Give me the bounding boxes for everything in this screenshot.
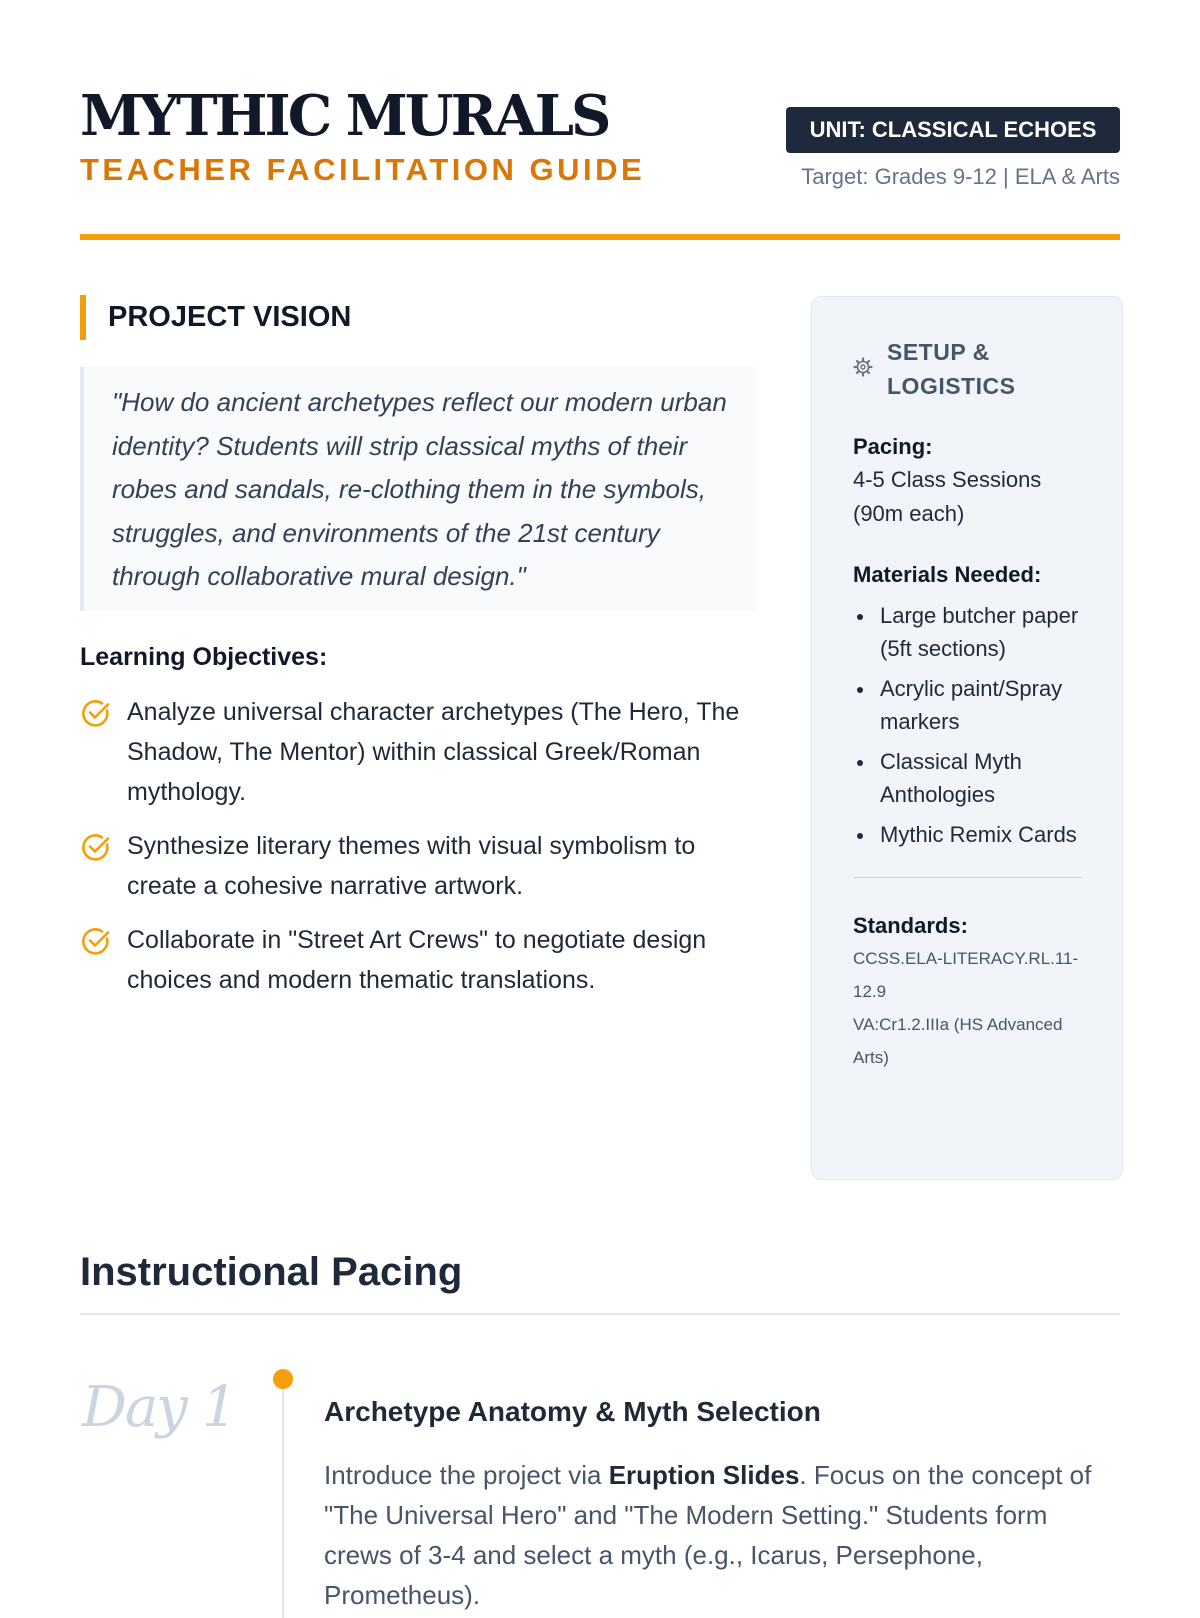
target-audience: Target: Grades 9-12 | ELA & Arts xyxy=(801,164,1120,189)
card-divider xyxy=(853,877,1082,878)
gear-icon xyxy=(853,357,873,377)
timeline-dot xyxy=(273,1369,293,1389)
pacing-label: Pacing: xyxy=(853,434,933,459)
page-title: MYTHIC MURALS xyxy=(80,83,609,149)
instructional-pacing-heading: Instructional Pacing xyxy=(80,1250,463,1294)
learning-objective xyxy=(80,692,760,812)
unit-badge: UNIT: CLASSICAL ECHOES xyxy=(786,107,1120,153)
material-item: Large butcher paper (5ft sections) xyxy=(880,599,1082,665)
material-item: Mythic Remix Cards xyxy=(880,818,1082,851)
setup-card-title: SETUP & LOGISTICS xyxy=(887,339,1016,399)
day-description-emphasis: Eruption Slides xyxy=(608,1460,800,1490)
day-description-text: . Focus on the concept of "The Universal Hero" and "The Modern Setting." Students form crews of 3-4 and select a myth (e.g., Icarus, Persephone, Prometheus). xyxy=(324,1460,1092,1610)
learning-objective-text: Synthesize literary themes with visual symbolism to create a cohesive narrative artwork. xyxy=(127,832,696,900)
check-circle-icon xyxy=(80,831,112,863)
timeline-line xyxy=(282,1378,284,1618)
setup-logistics-card xyxy=(811,296,1123,1180)
pacing-value: 4-5 Class Sessions (90m each) xyxy=(853,467,1042,526)
learning-objectives-list xyxy=(80,692,760,1014)
standards-label: Standards: xyxy=(853,913,968,938)
vision-quote: "How do ancient archetypes reflect our modern urban identity? Students will strip classical myths of their robes and sandals, re-clothing them in the symbols, struggles, and environments of the 21st century through collaborative mural design." xyxy=(80,367,756,611)
day-title: Archetype Anatomy & Myth Selection xyxy=(324,1396,821,1427)
day-description-text: Introduce the project via xyxy=(324,1460,609,1490)
standard-item: CCSS.ELA-LITERACY.RL.11-12.9 xyxy=(853,949,1079,1001)
pacing-divider xyxy=(80,1313,1120,1315)
day-label: Day 1 xyxy=(82,1375,236,1440)
header-divider xyxy=(80,234,1120,240)
learning-objective-text: Analyze universal character archetypes (The Hero, The Shadow, The Mentor) within classical Greek/Roman mythology. xyxy=(127,698,740,806)
check-circle-icon xyxy=(80,925,112,957)
learning-objective xyxy=(80,920,760,1000)
material-item: Classical Myth Anthologies xyxy=(880,745,1082,811)
materials-label: Materials Needed: xyxy=(853,562,1042,587)
day-description xyxy=(324,1455,1114,1615)
page-subtitle: TEACHER FACILITATION GUIDE xyxy=(80,152,646,187)
learning-objectives-heading: Learning Objectives: xyxy=(80,643,328,671)
standard-item: VA:Cr1.2.IIIa (HS Advanced Arts) xyxy=(853,1015,1063,1067)
check-circle-icon xyxy=(80,697,112,729)
project-vision-heading: PROJECT VISION xyxy=(80,295,351,340)
learning-objective-text: Collaborate in "Street Art Crews" to negotiate design choices and modern thematic translations. xyxy=(127,926,707,994)
learning-objective xyxy=(80,826,760,906)
setup-card-header xyxy=(853,335,1082,403)
material-item: Acrylic paint/Spray markers xyxy=(880,672,1082,738)
materials-list xyxy=(853,599,1082,851)
